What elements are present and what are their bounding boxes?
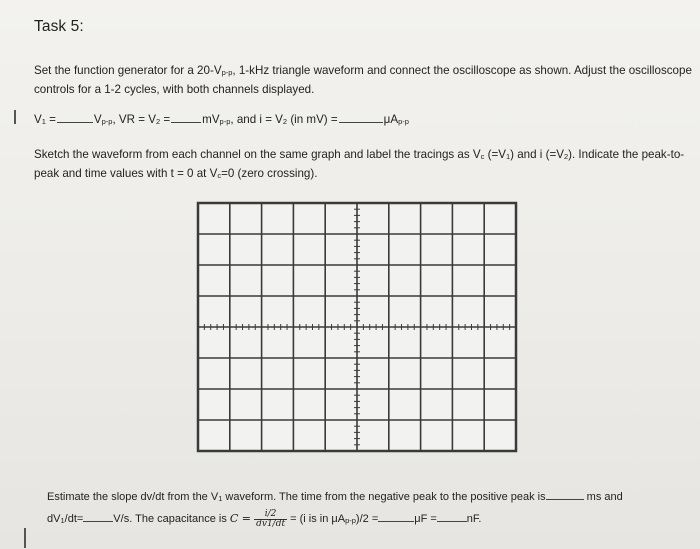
vr-unit-sub: p-p (219, 117, 231, 126)
i-unit-sub: p-p (398, 117, 409, 126)
est-l2a: dV (47, 513, 61, 525)
v1-unit: V (93, 113, 102, 126)
sketch-a: Sketch the waveform from each channel on the same graph and label the tracings as V (34, 148, 481, 161)
estimate-line-1 (47, 487, 697, 509)
sketch-2: 2 (563, 152, 569, 161)
uf-blank[interactable] (378, 511, 414, 522)
instr-sub: p-p (221, 68, 233, 77)
i-label: , and i = V (230, 113, 283, 126)
est-l2d: )/2 = (355, 513, 379, 525)
est-l2-uf: μF = (414, 513, 437, 525)
margin-mark (14, 110, 16, 124)
vr-eq: = (160, 113, 171, 126)
grid-svg (196, 201, 518, 453)
vr-blank[interactable] (171, 111, 201, 123)
sketch-c-sub: c (480, 152, 485, 161)
i-blank[interactable] (339, 111, 383, 123)
est-l1b: waveform. The time from the negative peak to the positive peak is (222, 491, 546, 503)
est-l1a: Estimate the slope dv/dt from the V (47, 491, 219, 503)
sketch-b: (=V (484, 148, 506, 161)
margin-mark-bottom (24, 528, 26, 548)
estimate-section (47, 487, 697, 531)
est-l1-sub: 1 (218, 494, 223, 503)
sketch-e: ). Indicate the peak-to-peak and time values with t = 0 at V (34, 148, 685, 180)
i-sub: 2 (282, 117, 288, 126)
sketch-instructions (34, 147, 694, 184)
v1-unit-sub: p-p (101, 117, 113, 126)
v1-blank[interactable] (57, 111, 93, 123)
instr-prefix: Set the function generator for a 20-V (34, 64, 222, 77)
instructions-paragraph (34, 63, 698, 98)
est-l2c-sub: p-p (345, 516, 356, 525)
v1-eq: = (45, 113, 56, 126)
sketch-e-sub: c (217, 170, 222, 180)
sketch-1: 1 (505, 152, 511, 161)
est-l2-nf: nF. (466, 513, 482, 525)
i-paren: (in mV) = (287, 113, 338, 126)
formula-num: i/2 (254, 510, 287, 520)
measurement-line (34, 111, 694, 126)
vr-label: , VR = V (112, 113, 156, 126)
estimate-line-2 (47, 509, 697, 531)
slope-blank[interactable] (83, 511, 113, 522)
instr-rest: , 1-kHz triangle waveform and connect the oscilloscope as shown. Adjust the oscilloscope controls for a 1-2 cycles, with both channels displayed. (34, 64, 692, 96)
sketch-f: =0 (zero crossing). (221, 166, 318, 180)
vr-sub: 2 (155, 117, 161, 126)
formula-c: C = (229, 512, 252, 525)
vr-unit: mV (202, 113, 220, 126)
sketch-d: ) and i (=V (510, 148, 564, 161)
est-l2c: = (i is in μA (290, 513, 346, 525)
est-l2b: /dt= (64, 513, 84, 525)
nf-blank[interactable] (437, 511, 467, 522)
est-l2-unit: V/s. The capacitance is (113, 513, 227, 525)
v1-label: V (34, 113, 42, 126)
task-title: Task 5: (34, 18, 84, 35)
est-l2-sub: 1 (60, 516, 65, 525)
capacitance-formula (254, 510, 287, 529)
i-unit: μA (383, 113, 399, 126)
time-blank[interactable] (546, 489, 584, 500)
formula-den: dv1/dt (256, 518, 286, 529)
est-l1-unit: ms and (583, 491, 623, 503)
v1-sub: 1 (41, 117, 46, 126)
oscilloscope-grid[interactable] (196, 201, 518, 453)
